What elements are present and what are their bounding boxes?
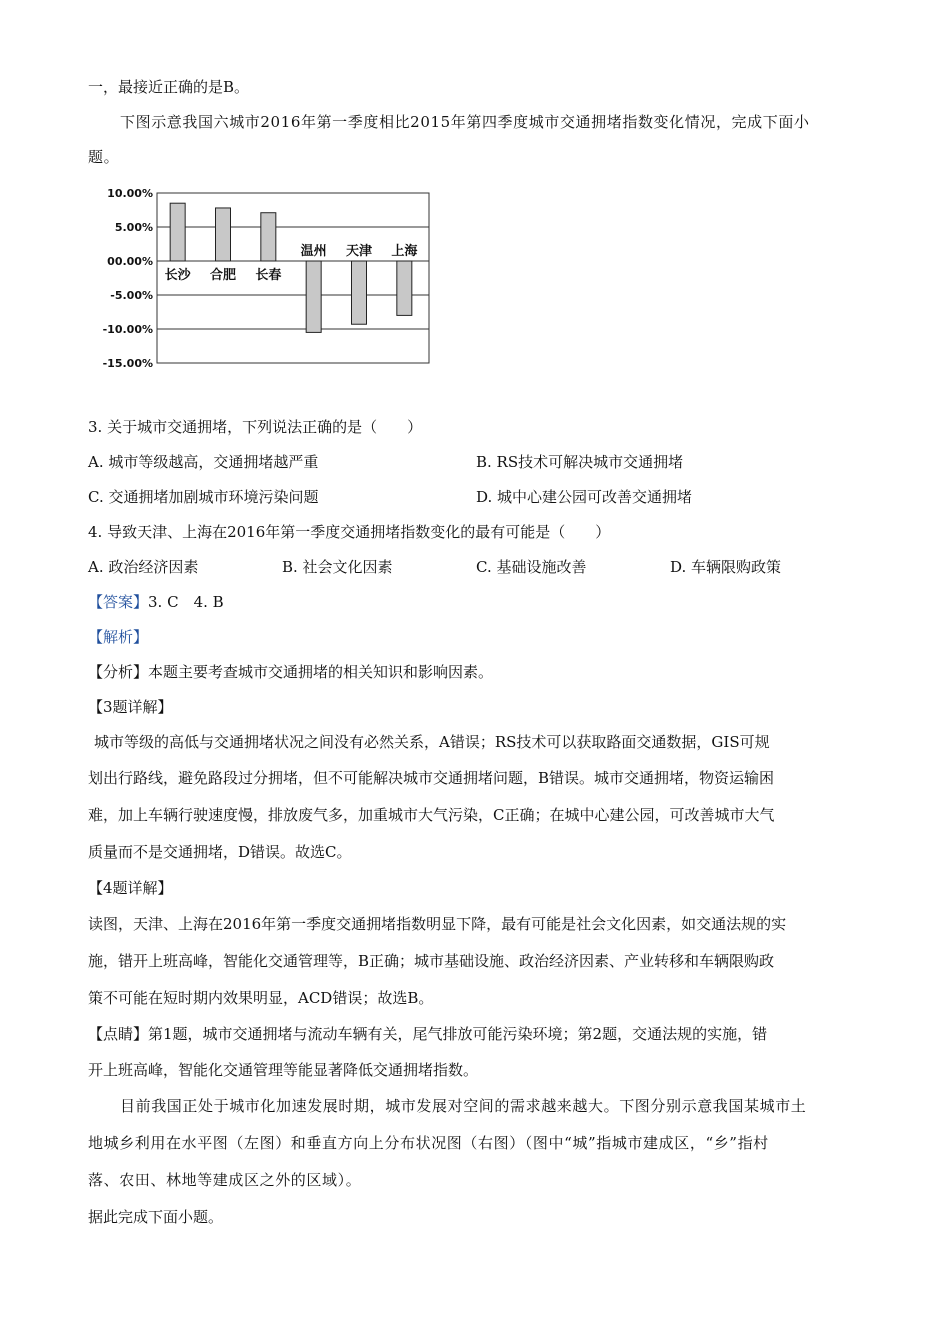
dianjing-text-1: 第1题，城市交通拥堵与流动车辆有关，尾气排放可能污染环境；第2题，交通法规的实施，错 [148,1025,768,1043]
analysis-label: 【解析】 [88,628,149,646]
detail3-line-4: 质量而不是交通拥堵，D错误。故选C。 [88,843,352,861]
q3-option-b: B. RS技术可解决城市交通拥堵 [476,453,684,471]
category-label: 上海 [391,244,418,259]
answer-text: 3. C 4. B [148,593,224,611]
fenxi-text: 本题主要考查城市交通拥堵的相关知识和影响因素。 [148,663,494,681]
q4-option-d: D. 车辆限购政策 [670,558,782,576]
congestion-index-bar-chart [95,178,445,378]
next-intro-line-2: 地城乡利用在水平图（左图）和垂直方向上分布状况图（右图）（图中“城”指城市建成区，“乡”指村 [88,1134,769,1152]
q4-stem: 4. 导致天津、上海在2016年第一季度交通拥堵指数变化的最有可能是（ ） [88,523,611,541]
bar [261,213,276,261]
q3-option-c: C. 交通拥堵加剧城市环境污染问题 [88,488,319,506]
q3-stem: 3. 关于城市交通拥堵，下列说法正确的是（ ） [88,418,423,436]
fenxi-line [88,662,493,682]
y-tick-label: -5.00% [110,289,153,302]
q4-option-a: A. 政治经济因素 [88,558,199,576]
category-label: 长春 [255,268,282,283]
y-tick-label: 00.00% [107,255,153,268]
dianjing-line-1 [88,1024,767,1044]
previous-answer-tail: 一，最接近正确的是B。 [88,78,250,96]
fenxi-label: 【分析】 [88,663,149,681]
plot-frame [157,193,429,363]
dianjing-label: 【点睛】 [88,1025,149,1043]
detail3-line-1: 城市等级的高低与交通拥堵状况之间没有必然关系，A错误；RS技术可以获取路面交通数据，GIS可规 [94,733,770,751]
detail4-label: 【4题详解】 [88,879,173,897]
next-intro-line-3: 落、农田、林地等建成区之外的区域）。 [88,1171,362,1189]
bar [216,208,231,261]
q4-option-c: C. 基础设施改善 [476,558,587,576]
figure-intro-line-2: 题。 [88,148,120,166]
answer-label: 【答案】 [88,593,149,611]
detail4-line-1: 读图，天津、上海在2016年第一季度交通拥堵指数明显下降，最有可能是社会文化因素，如交通法规的实 [88,915,787,933]
q3-option-a: A. 城市等级越高，交通拥堵越严重 [88,453,319,471]
detail4-line-2: 施，错开上班高峰，智能化交通管理等，B正确；城市基础设施、政治经济因素、产业转移和车辆限购政 [88,952,775,970]
y-tick-label: -10.00% [102,323,153,336]
dianjing-line-2: 开上班高峰，智能化交通管理等能显著降低交通拥堵指数。 [88,1061,479,1079]
category-label: 合肥 [209,268,237,283]
y-tick-label: 10.00% [107,187,153,200]
detail3-line-2: 划出行路线，避免路段过分拥堵，但不可能解决城市交通拥堵问题，B错误。城市交通拥堵，物资运输困 [88,769,775,787]
detail4-line-3: 策不可能在短时期内效果明显，ACD错误；故选B。 [88,989,434,1007]
category-label: 温州 [300,244,327,259]
q3-option-d: D. 城中心建公园可改善交通拥堵 [476,488,693,506]
q4-option-b: B. 社会文化因素 [282,558,393,576]
figure-intro-line-1: 下图示意我国六城市2016年第一季度相比2015年第四季度城市交通拥堵指数变化情况，完成下面小 [120,113,810,131]
y-tick-label: 5.00% [114,221,153,234]
bar [397,261,412,315]
detail3-line-3: 难，加上车辆行驶速度慢，排放废气多，加重城市大气污染，C正确；在城中心建公园，可改善城市大气 [88,806,775,824]
bar [352,261,367,324]
category-label: 天津 [345,244,373,259]
detail3-label: 【3题详解】 [88,698,173,716]
bar [170,203,185,261]
category-label: 长沙 [164,268,191,283]
next-intro-line-1: 目前我国正处于城市化加速发展时期，城市发展对空间的需求越来越大。下图分别示意我国某城市土 [120,1097,807,1115]
answer-line [88,592,224,612]
bar [306,261,321,332]
next-intro-tail: 据此完成下面小题。 [88,1208,224,1226]
y-tick-label: -15.00% [102,357,153,370]
